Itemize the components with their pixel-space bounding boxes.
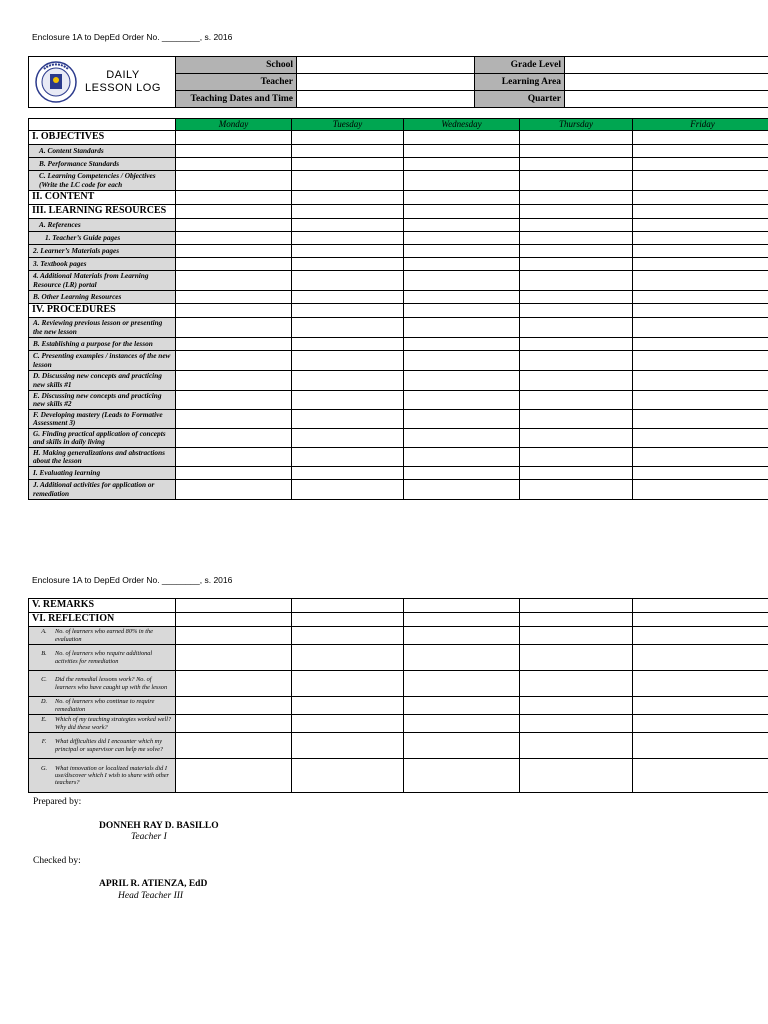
- entry-cell-friday[interactable]: [633, 158, 768, 171]
- entry-cell-wednesday[interactable]: [404, 232, 520, 245]
- entry-cell-monday[interactable]: [176, 391, 292, 410]
- entry-cell-thursday[interactable]: [520, 145, 633, 158]
- entry-cell-thursday[interactable]: [520, 131, 633, 145]
- entry-cell-wednesday[interactable]: [404, 467, 520, 480]
- entry-cell-monday[interactable]: [176, 733, 292, 759]
- entry-cell-tuesday[interactable]: [292, 429, 404, 448]
- entry-cell-friday[interactable]: [633, 232, 768, 245]
- lesson-row: [29, 351, 768, 371]
- entry-cell-tuesday[interactable]: [292, 599, 404, 613]
- row-label: II. CONTENT: [29, 191, 176, 205]
- grade-level-label: Grade Level: [475, 57, 565, 74]
- lesson-row: [29, 171, 768, 191]
- row-label: III. LEARNING RESOURCES: [29, 205, 176, 219]
- entry-cell-wednesday[interactable]: [404, 291, 520, 304]
- entry-cell-thursday[interactable]: [520, 271, 633, 291]
- reflection-row: [29, 613, 768, 627]
- entry-cell-monday[interactable]: [176, 232, 292, 245]
- day-header-wednesday: Wednesday: [404, 119, 520, 131]
- reflection-item-text: Which of my teaching strategies worked well? Why did these work?: [55, 716, 172, 731]
- entry-cell-friday[interactable]: [633, 429, 768, 448]
- entry-cell-wednesday[interactable]: [404, 318, 520, 338]
- entry-cell-thursday[interactable]: [520, 715, 633, 733]
- entry-cell-friday[interactable]: [633, 219, 768, 232]
- entry-cell-thursday[interactable]: [520, 158, 633, 171]
- entry-cell-friday[interactable]: [633, 191, 768, 205]
- entry-cell-thursday[interactable]: [520, 448, 633, 467]
- reflection-item-text: What innovation or localized materials did I use/discover which I wish to share with other teachers?: [55, 764, 169, 787]
- entry-cell-thursday[interactable]: [520, 258, 633, 271]
- entry-cell-tuesday[interactable]: [292, 219, 404, 232]
- entry-cell-monday[interactable]: [176, 429, 292, 448]
- reflection-item-label: [29, 627, 176, 645]
- entry-cell-friday[interactable]: [633, 205, 768, 219]
- entry-cell-monday[interactable]: [176, 191, 292, 205]
- entry-cell-wednesday[interactable]: [404, 338, 520, 351]
- logo-title-line2: LESSON LOG: [85, 82, 161, 94]
- entry-cell-friday[interactable]: [633, 271, 768, 291]
- reflection-item-label: [29, 733, 176, 759]
- reflection-item-row: [29, 697, 768, 715]
- lesson-row: [29, 232, 768, 245]
- deped-seal-icon: [35, 61, 77, 103]
- reflection-item-row: [29, 627, 768, 645]
- entry-cell-monday[interactable]: [176, 245, 292, 258]
- header-table: [28, 56, 768, 108]
- entry-cell-tuesday[interactable]: [292, 271, 404, 291]
- entry-cell-monday[interactable]: [176, 715, 292, 733]
- lesson-row: [29, 410, 768, 429]
- reflection-item-letter: B.: [41, 650, 47, 658]
- entry-cell-monday[interactable]: [176, 671, 292, 697]
- entry-cell-wednesday[interactable]: [404, 158, 520, 171]
- entry-cell-friday[interactable]: [633, 645, 768, 671]
- row-label: A. Content Standards: [29, 145, 176, 158]
- entry-cell-monday[interactable]: [176, 338, 292, 351]
- lesson-row: [29, 318, 768, 338]
- entry-cell-wednesday[interactable]: [404, 715, 520, 733]
- entry-cell-friday[interactable]: [633, 371, 768, 391]
- row-label: A. References: [29, 219, 176, 232]
- entry-cell-monday[interactable]: [176, 613, 292, 627]
- entry-cell-wednesday[interactable]: [404, 429, 520, 448]
- entry-cell-thursday[interactable]: [520, 645, 633, 671]
- entry-cell-wednesday[interactable]: [404, 191, 520, 205]
- entry-cell-tuesday[interactable]: [292, 258, 404, 271]
- entry-cell-thursday[interactable]: [520, 205, 633, 219]
- entry-cell-friday[interactable]: [633, 671, 768, 697]
- row-label: E. Discussing new concepts and practicing new skills #2: [29, 391, 176, 410]
- row-label: B. Other Learning Resources: [29, 291, 176, 304]
- entry-cell-wednesday[interactable]: [404, 304, 520, 318]
- reflection-item-letter: D.: [40, 698, 48, 706]
- day-header-thursday: Thursday: [520, 119, 633, 131]
- entry-cell-wednesday[interactable]: [404, 171, 520, 191]
- entry-cell-wednesday[interactable]: [404, 733, 520, 759]
- day-header-monday: Monday: [176, 119, 292, 131]
- lesson-row: [29, 271, 768, 291]
- grade-level-field[interactable]: [565, 57, 768, 74]
- entry-cell-monday[interactable]: [176, 205, 292, 219]
- lesson-row: [29, 480, 768, 500]
- entry-cell-monday[interactable]: [176, 759, 292, 793]
- logo-cell: [29, 57, 176, 108]
- entry-cell-tuesday[interactable]: [292, 613, 404, 627]
- entry-cell-friday[interactable]: [633, 304, 768, 318]
- preparer-name: DONNEH RAY D. BASILLO: [99, 821, 219, 831]
- entry-cell-tuesday[interactable]: [292, 171, 404, 191]
- entry-cell-wednesday[interactable]: [404, 599, 520, 613]
- entry-cell-monday[interactable]: [176, 304, 292, 318]
- lesson-row: [29, 338, 768, 351]
- entry-cell-tuesday[interactable]: [292, 671, 404, 697]
- entry-cell-tuesday[interactable]: [292, 205, 404, 219]
- entry-cell-tuesday[interactable]: [292, 697, 404, 715]
- remarks-row: [29, 599, 768, 613]
- entry-cell-thursday[interactable]: [520, 697, 633, 715]
- lesson-table: [28, 118, 768, 500]
- day-header-friday: Friday: [633, 119, 768, 131]
- entry-cell-tuesday[interactable]: [292, 733, 404, 759]
- reflection-table: [28, 598, 768, 793]
- entry-cell-tuesday[interactable]: [292, 448, 404, 467]
- entry-cell-thursday[interactable]: [520, 671, 633, 697]
- entry-cell-friday[interactable]: [633, 697, 768, 715]
- lesson-row: [29, 245, 768, 258]
- entry-cell-thursday[interactable]: [520, 371, 633, 391]
- lesson-row: [29, 205, 768, 219]
- lesson-row: [29, 429, 768, 448]
- entry-cell-monday[interactable]: [176, 599, 292, 613]
- entry-cell-friday[interactable]: [633, 480, 768, 500]
- lesson-row: [29, 219, 768, 232]
- reflection-item-label: [29, 759, 176, 793]
- entry-cell-thursday[interactable]: [520, 338, 633, 351]
- entry-cell-monday[interactable]: [176, 131, 292, 145]
- learning-area-field[interactable]: [565, 74, 768, 91]
- enclosure-text-2: Enclosure 1A to DepEd Order No. ________, s. 2016: [32, 575, 233, 585]
- lesson-row: [29, 145, 768, 158]
- lesson-row: [29, 131, 768, 145]
- remarks-row-label: V. REMARKS: [29, 599, 176, 613]
- entry-cell-thursday[interactable]: [520, 245, 633, 258]
- entry-cell-thursday[interactable]: [520, 759, 633, 793]
- entry-cell-tuesday[interactable]: [292, 304, 404, 318]
- entry-cell-monday[interactable]: [176, 410, 292, 429]
- entry-cell-wednesday[interactable]: [404, 391, 520, 410]
- entry-cell-wednesday[interactable]: [404, 645, 520, 671]
- teacher-label: Teacher: [176, 74, 297, 91]
- checker-title: Head Teacher III: [118, 891, 184, 901]
- lesson-row: [29, 371, 768, 391]
- checked-by-label: Checked by:: [33, 856, 81, 866]
- reflection-item-row: [29, 759, 768, 793]
- entry-cell-friday[interactable]: [633, 258, 768, 271]
- entry-cell-wednesday[interactable]: [404, 627, 520, 645]
- teaching-dates-field[interactable]: [297, 91, 475, 108]
- entry-cell-tuesday[interactable]: [292, 245, 404, 258]
- entry-cell-tuesday[interactable]: [292, 467, 404, 480]
- school-field[interactable]: [297, 57, 475, 74]
- school-label: School: [176, 57, 297, 74]
- entry-cell-thursday[interactable]: [520, 391, 633, 410]
- logo-title-line1: DAILY: [106, 69, 140, 81]
- entry-cell-friday[interactable]: [633, 733, 768, 759]
- entry-cell-tuesday[interactable]: [292, 715, 404, 733]
- entry-cell-thursday[interactable]: [520, 480, 633, 500]
- entry-cell-wednesday[interactable]: [404, 245, 520, 258]
- entry-cell-friday[interactable]: [633, 131, 768, 145]
- entry-cell-monday[interactable]: [176, 448, 292, 467]
- entry-cell-monday[interactable]: [176, 697, 292, 715]
- entry-cell-friday[interactable]: [633, 599, 768, 613]
- row-label: 2. Learner’s Materials pages: [29, 245, 176, 258]
- entry-cell-monday[interactable]: [176, 171, 292, 191]
- entry-cell-friday[interactable]: [633, 391, 768, 410]
- entry-cell-friday[interactable]: [633, 613, 768, 627]
- entry-cell-thursday[interactable]: [520, 733, 633, 759]
- entry-cell-friday[interactable]: [633, 245, 768, 258]
- entry-cell-wednesday[interactable]: [404, 131, 520, 145]
- entry-cell-friday[interactable]: [633, 171, 768, 191]
- entry-cell-monday[interactable]: [176, 351, 292, 371]
- entry-cell-friday[interactable]: [633, 759, 768, 793]
- entry-cell-wednesday[interactable]: [404, 410, 520, 429]
- day-header-row: [29, 119, 768, 131]
- lesson-row: [29, 467, 768, 480]
- reflection-item-row: [29, 715, 768, 733]
- enclosure-text: Enclosure 1A to DepEd Order No. ________, s. 2016: [32, 32, 233, 42]
- row-label: A. Reviewing previous lesson or presenting the new lesson: [29, 318, 176, 338]
- reflection-item-letter: C.: [41, 676, 47, 684]
- row-label: F. Developing mastery (Leads to Formative Assessment 3): [29, 410, 176, 429]
- reflection-item-letter: A.: [41, 628, 47, 636]
- reflection-item-text: Did the remedial lessons work? No. of learners who have caught up with the lesson: [55, 676, 168, 691]
- entry-cell-monday[interactable]: [176, 627, 292, 645]
- row-label: G. Finding practical application of concepts and skills in daily living: [29, 429, 176, 448]
- entry-cell-thursday[interactable]: [520, 351, 633, 371]
- reflection-item-row: [29, 671, 768, 697]
- entry-cell-tuesday[interactable]: [292, 480, 404, 500]
- entry-cell-tuesday[interactable]: [292, 338, 404, 351]
- row-label: I. Evaluating learning: [29, 467, 176, 480]
- entry-cell-tuesday[interactable]: [292, 410, 404, 429]
- row-label: IV. PROCEDURES: [29, 304, 176, 318]
- entry-cell-wednesday[interactable]: [404, 205, 520, 219]
- entry-cell-wednesday[interactable]: [404, 145, 520, 158]
- entry-cell-monday[interactable]: [176, 291, 292, 304]
- row-label: 4. Additional Materials from Learning Resource (LR) portal: [29, 271, 176, 291]
- entry-cell-tuesday[interactable]: [292, 291, 404, 304]
- row-label: C. Learning Competencies / Objectives (Write the LC code for each: [29, 171, 176, 191]
- entry-cell-wednesday[interactable]: [404, 271, 520, 291]
- entry-cell-tuesday[interactable]: [292, 131, 404, 145]
- entry-cell-wednesday[interactable]: [404, 351, 520, 371]
- entry-cell-friday[interactable]: [633, 145, 768, 158]
- lesson-row: [29, 158, 768, 171]
- entry-cell-monday[interactable]: [176, 158, 292, 171]
- entry-cell-friday[interactable]: [633, 338, 768, 351]
- row-label: I. OBJECTIVES: [29, 131, 176, 145]
- row-label: C. Presenting examples / instances of the new lesson: [29, 351, 176, 371]
- lesson-row: [29, 191, 768, 205]
- quarter-field[interactable]: [565, 91, 768, 108]
- reflection-item-row: [29, 733, 768, 759]
- reflection-item-letter: F.: [41, 738, 47, 746]
- entry-cell-thursday[interactable]: [520, 410, 633, 429]
- entry-cell-thursday[interactable]: [520, 304, 633, 318]
- lesson-row: [29, 304, 768, 318]
- lesson-row: [29, 291, 768, 304]
- entry-cell-friday[interactable]: [633, 351, 768, 371]
- entry-cell-friday[interactable]: [633, 627, 768, 645]
- teacher-field[interactable]: [297, 74, 475, 91]
- entry-cell-monday[interactable]: [176, 318, 292, 338]
- reflection-item-text: No. of learners who earned 80% in the evaluation: [55, 628, 153, 643]
- teaching-dates-label: Teaching Dates and Time: [176, 91, 297, 108]
- entry-cell-tuesday[interactable]: [292, 145, 404, 158]
- prepared-by-label: Prepared by:: [33, 797, 82, 807]
- entry-cell-tuesday[interactable]: [292, 191, 404, 205]
- entry-cell-monday[interactable]: [176, 645, 292, 671]
- day-header-tuesday: Tuesday: [292, 119, 404, 131]
- learning-area-label: Learning Area: [475, 74, 565, 91]
- reflection-item-label: [29, 645, 176, 671]
- entry-cell-wednesday[interactable]: [404, 671, 520, 697]
- reflection-item-letter: E.: [41, 716, 47, 724]
- entry-cell-wednesday[interactable]: [404, 480, 520, 500]
- reflection-row-label: VI. REFLECTION: [29, 613, 176, 627]
- entry-cell-thursday[interactable]: [520, 599, 633, 613]
- entry-cell-thursday[interactable]: [520, 613, 633, 627]
- reflection-item-label: [29, 697, 176, 715]
- reflection-item-text: What difficulties did I encounter which my principal or supervisor can help me solve?: [55, 738, 164, 753]
- entry-cell-wednesday[interactable]: [404, 219, 520, 232]
- entry-cell-thursday[interactable]: [520, 627, 633, 645]
- entry-cell-friday[interactable]: [633, 291, 768, 304]
- entry-cell-tuesday[interactable]: [292, 759, 404, 793]
- entry-cell-monday[interactable]: [176, 219, 292, 232]
- row-label: J. Additional activities for application or remediation: [29, 480, 176, 500]
- entry-cell-wednesday[interactable]: [404, 371, 520, 391]
- reflection-item-letter: G.: [40, 764, 48, 772]
- entry-cell-monday[interactable]: [176, 271, 292, 291]
- entry-cell-tuesday[interactable]: [292, 318, 404, 338]
- quarter-label: Quarter: [475, 91, 565, 108]
- entry-cell-thursday[interactable]: [520, 291, 633, 304]
- lesson-row: [29, 391, 768, 410]
- entry-cell-thursday[interactable]: [520, 429, 633, 448]
- entry-cell-friday[interactable]: [633, 318, 768, 338]
- row-label: 3. Textbook pages: [29, 258, 176, 271]
- entry-cell-monday[interactable]: [176, 371, 292, 391]
- entry-cell-wednesday[interactable]: [404, 448, 520, 467]
- entry-cell-friday[interactable]: [633, 715, 768, 733]
- entry-cell-thursday[interactable]: [520, 171, 633, 191]
- preparer-title: Teacher I: [131, 832, 167, 842]
- entry-cell-wednesday[interactable]: [404, 613, 520, 627]
- entry-cell-tuesday[interactable]: [292, 371, 404, 391]
- entry-cell-thursday[interactable]: [520, 219, 633, 232]
- reflection-item-text: No. of learners who continue to require remediation: [55, 698, 155, 713]
- row-label: 1. Teacher’s Guide pages: [29, 232, 176, 245]
- entry-cell-tuesday[interactable]: [292, 351, 404, 371]
- entry-cell-thursday[interactable]: [520, 191, 633, 205]
- reflection-item-label: [29, 715, 176, 733]
- entry-cell-monday[interactable]: [176, 258, 292, 271]
- entry-cell-monday[interactable]: [176, 480, 292, 500]
- entry-cell-monday[interactable]: [176, 467, 292, 480]
- day-header-blank: [29, 119, 176, 131]
- reflection-item-text: No. of learners who require additional activities for remediation: [55, 650, 153, 665]
- row-label: H. Making generalizations and abstractions about the lesson: [29, 448, 176, 467]
- lesson-row: [29, 258, 768, 271]
- entry-cell-thursday[interactable]: [520, 232, 633, 245]
- entry-cell-tuesday[interactable]: [292, 645, 404, 671]
- entry-cell-wednesday[interactable]: [404, 759, 520, 793]
- row-label: B. Performance Standards: [29, 158, 176, 171]
- entry-cell-tuesday[interactable]: [292, 232, 404, 245]
- row-label: D. Discussing new concepts and practicing new skills #1: [29, 371, 176, 391]
- checker-name: APRIL R. ATIENZA, EdD: [99, 879, 208, 889]
- reflection-item-row: [29, 645, 768, 671]
- row-label: B. Establishing a purpose for the lesson: [29, 338, 176, 351]
- entry-cell-friday[interactable]: [633, 448, 768, 467]
- entry-cell-friday[interactable]: [633, 410, 768, 429]
- entry-cell-friday[interactable]: [633, 467, 768, 480]
- entry-cell-tuesday[interactable]: [292, 627, 404, 645]
- lesson-row: [29, 448, 768, 467]
- entry-cell-tuesday[interactable]: [292, 158, 404, 171]
- entry-cell-wednesday[interactable]: [404, 258, 520, 271]
- entry-cell-thursday[interactable]: [520, 467, 633, 480]
- entry-cell-wednesday[interactable]: [404, 697, 520, 715]
- entry-cell-thursday[interactable]: [520, 318, 633, 338]
- entry-cell-monday[interactable]: [176, 145, 292, 158]
- reflection-item-label: [29, 671, 176, 697]
- entry-cell-tuesday[interactable]: [292, 391, 404, 410]
